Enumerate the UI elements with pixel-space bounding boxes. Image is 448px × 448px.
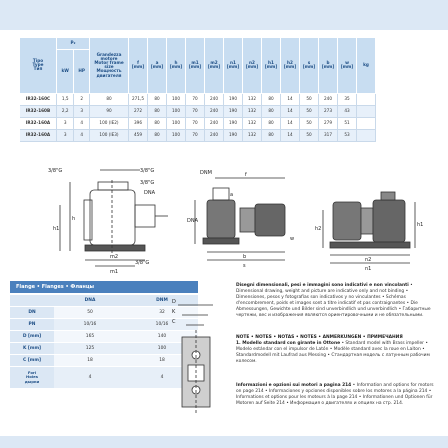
cell-s: 50 <box>300 117 319 129</box>
cell-b: 273 <box>319 105 338 117</box>
cell-h2: 14 <box>281 129 300 141</box>
notes-item1-bold: 1. Modello standard con girante in Ottone <box>236 341 341 346</box>
cell-m2: 240 <box>205 93 224 105</box>
bottom-band <box>0 436 448 448</box>
cell-h: 100 <box>167 117 186 129</box>
label-b: b <box>243 254 247 260</box>
cell-m2: 240 <box>205 117 224 129</box>
cell-w: 53 <box>338 129 357 141</box>
label-m1: m1 <box>110 269 119 275</box>
label-k: K <box>172 309 176 315</box>
col-hp: HP <box>74 49 90 93</box>
cell-frame: 100 (IE2) <box>90 117 129 129</box>
cell-b: 317 <box>319 129 338 141</box>
label-c: C <box>172 319 176 325</box>
label-s: s <box>243 263 246 269</box>
flange-col-dna: DNA <box>54 295 126 307</box>
cell-n2: 132 <box>243 93 262 105</box>
flange-row-label: K [mm] <box>10 343 54 355</box>
cell-kg <box>357 129 376 141</box>
label-dna: DNA <box>144 190 156 196</box>
disclaimer-rest: • Dimensional drawing, weight and picture are indicative only and not binding • Dimensiones, pesos y fotografías son indicativos y no vinculantes • Schémas d'encombrement, poids et images sont a titre indicatif et pas contraignantes • Die Abmessungen, Gewichte und Bilder sind unverbindlich und unverbindlich • Габаритные чертежи, вес и изображения являются ориентировочными и не обязательными. <box>236 283 431 318</box>
cell-kg <box>357 117 376 129</box>
cell-h: 100 <box>167 93 186 105</box>
cell-frame: 80 <box>90 93 129 105</box>
label-h1: h1 <box>417 222 424 228</box>
cell-model: IR32-160A <box>20 117 57 129</box>
cell-hp: 3 <box>74 105 90 117</box>
flange-cell-dnm: 140 <box>126 331 198 343</box>
flange-cell-dna: 4 <box>54 367 126 389</box>
label-h: h <box>72 216 76 222</box>
cell-h1: 80 <box>262 105 281 117</box>
cell-hp: 2 <box>74 93 90 105</box>
col-w: w [mm] <box>338 38 357 93</box>
cell-n1: 190 <box>224 105 243 117</box>
label-3-8g-bottom: 3/8"G <box>135 260 150 266</box>
cell-m1: 70 <box>186 93 205 105</box>
notes-item1: • Standard model with Brass impeller • Modelo estándar con el impulsor de Latón • Modèle standard avec la roue en Laiton • Standardmodell mit Laufrad aus Messing • Стандартная модель с латунным рабочим колесом. <box>236 341 430 364</box>
col-motor-frame: Grandezza motore Motor frame size Мощность двигателя <box>90 38 129 93</box>
table-row <box>20 129 376 141</box>
motor-info-text <box>236 383 436 407</box>
col-s: s [mm] <box>300 38 319 93</box>
cell-frame: 100 (IE3) <box>90 129 129 141</box>
flange-cell-dnm: 32 <box>126 307 198 319</box>
cell-s: 50 <box>300 93 319 105</box>
table-row <box>20 105 376 117</box>
cell-m1: 70 <box>186 129 205 141</box>
cell-model: IR32-160B <box>20 105 57 117</box>
label-dnm: DNM <box>200 170 212 176</box>
cell-h: 100 <box>167 105 186 117</box>
cell-w: 35 <box>338 93 357 105</box>
cell-m2: 240 <box>205 105 224 117</box>
cell-f: 271,5 <box>129 93 148 105</box>
cell-f: 272 <box>129 105 148 117</box>
cell-a: 80 <box>148 117 167 129</box>
label-h2: h2 <box>315 226 322 232</box>
col-m2: m2 [mm] <box>205 38 224 93</box>
col-h1: h1 [mm] <box>262 38 281 93</box>
cell-n2: 132 <box>243 105 262 117</box>
cell-frame: 90 <box>90 105 129 117</box>
cell-m1: 70 <box>186 105 205 117</box>
cell-kw: 3 <box>57 117 74 129</box>
col-f: f [mm] <box>129 38 148 93</box>
col-a: a [mm] <box>148 38 167 93</box>
flange-cell-dna: 125 <box>54 343 126 355</box>
cell-kg <box>357 105 376 117</box>
cell-h1: 80 <box>262 93 281 105</box>
flange-row-label: DN <box>10 307 54 319</box>
cell-a: 80 <box>148 105 167 117</box>
cell-w: 51 <box>338 117 357 129</box>
cell-a: 80 <box>148 129 167 141</box>
cell-kw: 3 <box>57 129 74 141</box>
disclaimer-bold: Disegni dimensionali, pesi e immagini sono indicativi e non vincolanti <box>236 283 409 288</box>
flange-cell-dnm: 18 <box>126 355 198 367</box>
cell-hp: 4 <box>74 117 90 129</box>
label-a: a <box>230 192 234 198</box>
cell-m1: 70 <box>186 117 205 129</box>
cell-w: 43 <box>338 105 357 117</box>
table-row <box>20 117 376 129</box>
cell-f: 396 <box>129 117 148 129</box>
col-tipo: Tipo Type Тип <box>20 38 57 93</box>
cell-f: 459 <box>129 129 148 141</box>
label-dna: DNA <box>187 218 199 224</box>
flange-drawing <box>168 295 228 430</box>
flange-cell-dna: 165 <box>54 331 126 343</box>
flange-cell-dnm: 4 <box>126 367 198 389</box>
cell-h2: 14 <box>281 93 300 105</box>
cell-b: 279 <box>319 117 338 129</box>
label-3-8g-right-top: 3/8"G <box>140 168 155 174</box>
cell-kw: 1,5 <box>57 93 74 105</box>
flange-cell-dnm: 10/16 <box>126 319 198 331</box>
col-h: h [mm] <box>167 38 186 93</box>
top-band <box>0 0 448 30</box>
cell-n1: 190 <box>224 93 243 105</box>
cell-h: 100 <box>167 129 186 141</box>
label-h1: h1 <box>53 226 60 232</box>
col-n1: n1 [mm] <box>224 38 243 93</box>
flange-col-empty <box>10 295 54 307</box>
motor-info-rest: • Information and options for motors on page 214 • Informaciones y opciones disponibles sobre los motores a la página 214 • Informations et options pour les moteurs à la page 214 • Informationen und Optionen für Motoren auf Seite 214 • Информация о двигателях и опциях на стр. 214. <box>236 383 434 406</box>
pump-side-view-drawing <box>40 160 190 275</box>
cell-s: 50 <box>300 105 319 117</box>
cell-kg <box>357 93 376 105</box>
col-m1: m1 [mm] <box>186 38 205 93</box>
label-3-8g-top: 3/8"G <box>48 168 63 174</box>
notes-text <box>236 335 436 365</box>
label-f: f <box>245 172 247 178</box>
cell-h2: 14 <box>281 117 300 129</box>
cell-h1: 80 <box>262 129 281 141</box>
label-n1: n1 <box>365 266 372 272</box>
flange-row-label: PN <box>10 319 54 331</box>
flange-table-title: Flange • Flanges • Фланцы <box>10 281 198 293</box>
pump-dimensions-table <box>20 38 376 142</box>
flange-cell-dna: 10/16 <box>54 319 126 331</box>
cell-a: 80 <box>148 93 167 105</box>
flange-cell-dna: 18 <box>54 355 126 367</box>
cell-h2: 14 <box>281 105 300 117</box>
cell-n2: 132 <box>243 129 262 141</box>
flange-cell-dnm: 100 <box>126 343 198 355</box>
flange-col-dnm: DNM <box>126 295 198 307</box>
cell-m2: 240 <box>205 129 224 141</box>
cell-h1: 80 <box>262 117 281 129</box>
cell-n1: 190 <box>224 117 243 129</box>
label-n2: n2 <box>365 257 372 263</box>
cell-n1: 190 <box>224 129 243 141</box>
disclaimer-text <box>236 283 436 319</box>
table-row <box>20 93 376 105</box>
col-b: b [mm] <box>319 38 338 93</box>
flange-row-label: C [mm] <box>10 355 54 367</box>
label-3-8g-right: 3/8"G <box>140 180 155 186</box>
col-p2: P₂ <box>57 38 90 49</box>
notes-heading: NOTE • NOTES • NOTAS • NOTES • ANMERKUNGEN • ПРИМЕЧАНИЯ <box>236 335 403 340</box>
cell-b: 240 <box>319 93 338 105</box>
cell-n2: 132 <box>243 117 262 129</box>
col-h2: h2 [mm] <box>281 38 300 93</box>
cell-hp: 4 <box>74 129 90 141</box>
col-n2: n2 [mm] <box>243 38 262 93</box>
col-kw: kW <box>57 49 74 93</box>
cell-kw: 2,2 <box>57 105 74 117</box>
flange-row-label: Fori Holes дырки <box>10 367 54 389</box>
col-kg: kg <box>357 38 376 93</box>
cell-model: IR32-160A <box>20 129 57 141</box>
label-w: w <box>290 236 295 242</box>
pump-motor-assembly-drawing <box>185 160 425 275</box>
flange-row-label: D [mm] <box>10 331 54 343</box>
label-d: D <box>172 299 176 305</box>
motor-info-bold: Informazioni e opzioni sui motori a pagina 214 <box>236 383 352 388</box>
cell-model: IR32-160C <box>20 93 57 105</box>
label-m2: m2 <box>110 254 119 260</box>
flange-cell-dna: 50 <box>54 307 126 319</box>
cell-s: 50 <box>300 129 319 141</box>
